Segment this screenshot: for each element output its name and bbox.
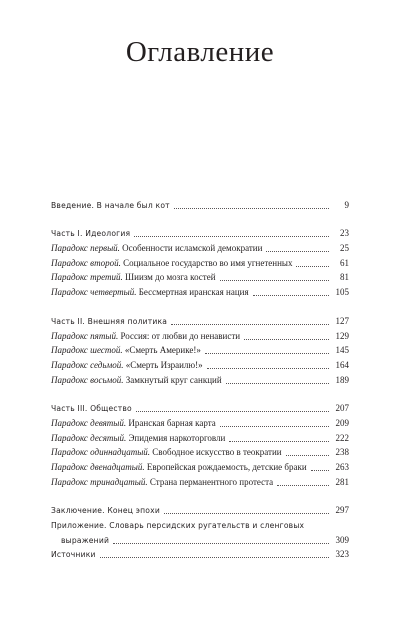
toc-part-heading[interactable] [51, 312, 349, 327]
toc-part-label: Часть III. Общество [51, 404, 132, 414]
toc-page-number: 164 [335, 359, 349, 370]
toc-entry[interactable] [51, 371, 349, 386]
toc-entry[interactable] [51, 429, 349, 444]
dot-leader [220, 425, 329, 427]
toc-entry-label [51, 360, 203, 371]
toc-entry-label: Введение. В начале был кот [51, 200, 170, 210]
dot-leader [253, 294, 329, 296]
toc-page-number: 81 [340, 272, 349, 283]
page-title: Оглавление [125, 36, 275, 68]
dot-leader [113, 542, 329, 544]
paradox-number: Парадокс одиннадцатый. [51, 447, 151, 458]
dot-leader [171, 323, 329, 325]
toc-page-number: 23 [340, 228, 349, 239]
paradox-title: Шиизм до мозга костей [125, 272, 216, 283]
paradox-title: Россия: от любви до ненависти [120, 330, 241, 341]
toc-entry-label [51, 375, 222, 386]
toc-entry-label [51, 287, 249, 298]
toc-page-number: 207 [335, 403, 349, 414]
paradox-title: Иранская барная карта [128, 417, 216, 428]
toc-page-number: 323 [335, 549, 349, 560]
paradox-number: Парадокс пятый. [51, 330, 119, 341]
paradox-title: Эпидемия наркоторговли [128, 432, 226, 443]
toc-entry-sources[interactable] [51, 546, 349, 561]
toc-entry-label [51, 477, 273, 488]
dot-leader [134, 235, 329, 237]
toc-part-2-section [51, 312, 349, 385]
paradox-title: Бессмертная иранская нация [138, 287, 249, 298]
toc-entry-label: Источники [51, 550, 96, 560]
toc-page-number: 263 [335, 462, 349, 472]
toc-entry[interactable] [51, 356, 349, 371]
toc-page-number: 309 [335, 534, 349, 545]
paradox-title: Замкнутый круг санкций [125, 374, 222, 385]
dot-leader [296, 265, 329, 267]
toc-page-number: 129 [335, 330, 349, 341]
paradox-title: Социальное государство во имя угнетенных [123, 257, 293, 268]
toc-page-number: 105 [335, 287, 349, 298]
toc-entry-label [51, 433, 225, 444]
dot-leader [229, 440, 329, 442]
toc-entry[interactable] [51, 269, 349, 284]
dot-leader [266, 250, 329, 252]
paradox-number: Парадокс четвертый. [51, 287, 137, 298]
toc-part-heading[interactable] [51, 400, 349, 415]
toc-part-3-section [51, 400, 349, 488]
toc-part-label: Часть I. Идеология [51, 229, 131, 239]
dot-leader [205, 352, 329, 354]
paradox-number: Парадокс восьмой. [51, 374, 124, 385]
toc-entry[interactable] [51, 342, 349, 357]
paradox-title: Особенности исламской демократии [122, 243, 263, 254]
toc-entry-label [51, 418, 216, 429]
paradox-number: Парадокс десятый. [51, 432, 127, 443]
toc-page-number: 25 [340, 243, 349, 254]
table-of-contents [51, 196, 349, 574]
toc-entry-label-continued: выражений [61, 535, 110, 545]
paradox-number: Парадокс двенадцатый. [51, 462, 145, 472]
toc-entry-label [51, 462, 307, 473]
paradox-number: Парадокс шестой. [51, 345, 123, 356]
toc-entry[interactable] [51, 414, 349, 429]
toc-entry[interactable] [51, 473, 349, 488]
toc-page-number: 61 [340, 257, 349, 268]
toc-entry-label: Заключение. Конец эпохи [51, 506, 160, 516]
toc-entry-intro[interactable] [51, 196, 349, 211]
toc-entry[interactable] [51, 327, 349, 342]
dot-leader [277, 484, 329, 486]
dot-leader [100, 556, 329, 558]
toc-part-heading[interactable] [51, 225, 349, 240]
dot-leader [164, 512, 329, 514]
toc-entry-conclusion[interactable] [51, 502, 349, 517]
toc-page-number: 297 [335, 505, 349, 516]
toc-page-number: 9 [344, 199, 349, 210]
paradox-number: Парадокс седьмой. [51, 359, 124, 370]
toc-entry-label [51, 243, 262, 254]
toc-page-number: 189 [335, 374, 349, 385]
toc-page-number: 281 [335, 476, 349, 487]
paradox-title: Европейская рождаемость, детские браки [146, 462, 307, 472]
dot-leader [226, 382, 329, 384]
toc-entry-label [51, 447, 282, 458]
toc-intro-section [51, 196, 349, 211]
toc-entry[interactable] [51, 283, 349, 298]
toc-entry[interactable] [51, 444, 349, 459]
toc-entry-label [51, 272, 216, 283]
toc-entry-label [51, 258, 292, 269]
paradox-number: Парадокс девятый. [51, 417, 127, 428]
paradox-number: Парадокс третий. [51, 272, 123, 283]
toc-entry-label [51, 345, 201, 356]
toc-backmatter-section [51, 502, 349, 561]
paradox-number: Парадокс тринадцатый. [51, 476, 148, 487]
toc-entry-label [51, 331, 240, 342]
toc-part-label: Часть II. Внешняя политика [51, 316, 168, 326]
toc-page-number: 145 [335, 345, 349, 356]
dot-leader [174, 207, 329, 209]
dot-leader [220, 279, 329, 281]
dot-leader [207, 367, 329, 369]
toc-part-1-section [51, 225, 349, 298]
toc-page-number: 127 [335, 315, 349, 326]
toc-entry[interactable] [51, 458, 349, 473]
toc-entry-appendix[interactable] [51, 516, 349, 545]
paradox-title: Свободное искусство в теократии [152, 447, 282, 458]
paradox-number: Парадокс первый. [51, 243, 120, 254]
paradox-title: «Смерть Америке!» [124, 345, 201, 356]
toc-entry-label: Приложение. Словарь персидских ругательств и сленговых [51, 521, 305, 531]
toc-page-number: 222 [335, 432, 349, 443]
toc-entry-line [51, 531, 349, 546]
dot-leader [286, 454, 329, 456]
toc-entry-line [51, 516, 349, 531]
toc-page-number: 209 [335, 417, 349, 428]
dot-leader [136, 410, 329, 412]
toc-page-number: 238 [335, 447, 349, 458]
paradox-title: «Смерть Израилю!» [125, 359, 203, 370]
paradox-number: Парадокс второй. [51, 257, 121, 268]
dot-leader [244, 338, 329, 340]
dot-leader [311, 469, 329, 471]
toc-entry[interactable] [51, 254, 349, 269]
paradox-title: Страна перманентного протеста [149, 476, 274, 487]
toc-entry[interactable] [51, 239, 349, 254]
